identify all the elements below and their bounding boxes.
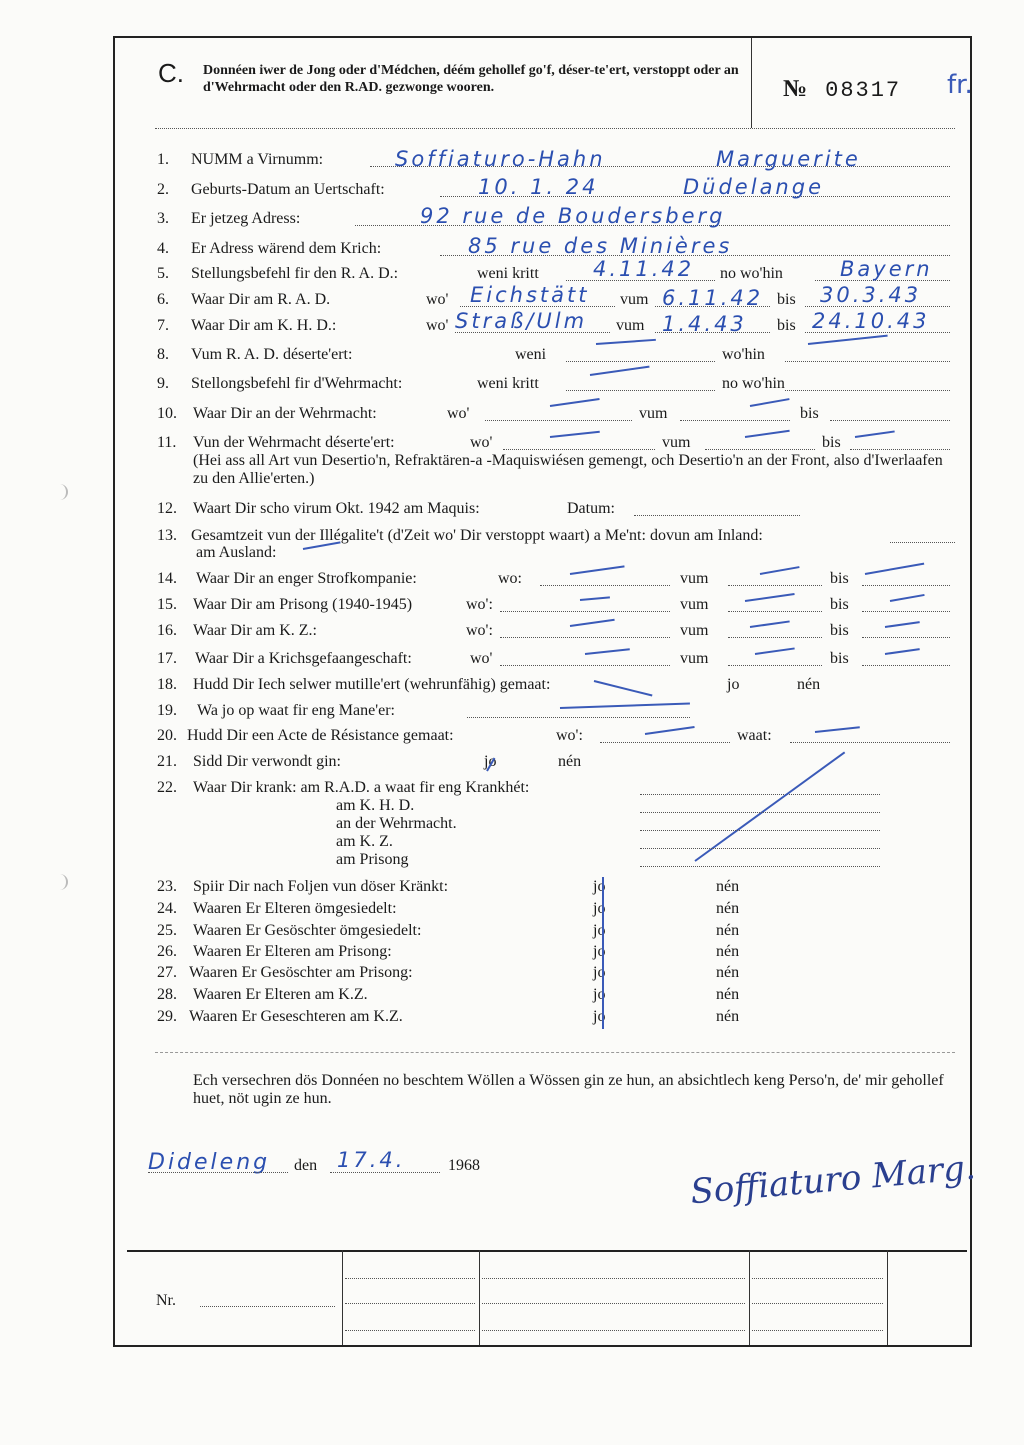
question-number: 20. [157,727,177,744]
field-label: nén [797,676,821,693]
field-label: nén [716,986,740,1003]
answer-line[interactable] [785,361,950,362]
question-label: Gesamtzeit vun der Illégalite't (d'Zeit wo' Dir verstoppt waart) a Me'nt: dovun am Inland: [191,527,763,544]
number-label: № [783,76,808,102]
answer-line[interactable] [500,665,670,666]
question-number: 9. [157,375,169,392]
field-label: vum [680,622,709,639]
field-label: bis [777,291,796,308]
question-number: 1. [157,151,169,168]
year-label: 1968 [448,1157,480,1174]
number-value: 08317 [825,78,902,103]
footer-col [887,1250,888,1345]
question-number: 19. [157,702,177,719]
field-label: wo'hin [722,346,765,363]
field-label: bis [822,434,841,451]
answer-line[interactable] [790,742,950,743]
field-label: vum [680,570,709,587]
field-label: nén [716,964,740,981]
header-rule [155,128,955,129]
field-label: wo' [470,434,493,451]
question-label: Waaren Er Elteren am K.Z. [193,986,368,1003]
answer-line[interactable] [500,637,670,638]
field-label: jo [593,1008,606,1025]
field-label: jo [593,922,606,939]
field-label: bis [777,317,796,334]
question-number: 23. [157,878,177,895]
footer-cell-line[interactable] [482,1330,745,1331]
footer-col [342,1250,343,1345]
handwritten-answer: 4.11.42 [593,257,695,281]
field-label: wo' [426,291,449,308]
question-number: 21. [157,753,177,770]
field-label: wo': [466,622,493,639]
field-label: weni [515,346,547,363]
field-label: no wo'hin [722,375,785,392]
question-number: 28. [157,986,177,1003]
answer-line[interactable] [890,542,955,543]
answer-line[interactable] [830,420,950,421]
question-number: 15. [157,596,177,613]
question-label: Waar Dir an enger Strofkompanie: [196,570,417,587]
handwritten-answer: 30.3.43 [820,283,922,307]
question-label: Waar Dir a Krichsgefaangeschaft: [195,650,412,667]
field-label: bis [830,622,849,639]
answer-line[interactable] [640,830,880,831]
answer-line[interactable] [566,390,715,391]
corner-mark: fr. [947,70,973,100]
question-label: Wa jo op waat fir eng Mane'er: [197,702,395,719]
question-label: Vun der Wehrmacht déserte'ert: [193,434,395,451]
answer-line[interactable] [728,637,822,638]
question-label: Waar Dir krank: am R.A.D. a waat fir eng Krankhét: [193,779,530,796]
field-label: no wo'hin [720,265,783,282]
answer-line[interactable] [862,585,950,586]
punch-hole [56,874,68,890]
footer-cell-line[interactable] [345,1278,475,1279]
answer-line[interactable] [640,866,880,867]
question-sublabel: am K. H. D. [336,797,415,814]
question-label: Waaren Er Gesöschter ömgesiedelt: [193,922,422,939]
field-label: bis [800,405,819,422]
section-title: Donnéen iwer de Jong oder d'Médchen, déém gehollef go'f, déser-te'ert, verstoppt oder an d'Wehrmacht oder den R.AD. gezwonge wooren. [203,63,739,95]
question-label: Hudd Dir een Acte de Résistance gemaat: [187,727,454,744]
question-number: 22. [157,779,177,796]
question-sublabel: an der Wehrmacht. [336,815,457,832]
field-label: bis [830,570,849,587]
tick-mark [602,921,604,943]
field-label: vum [620,291,649,308]
question-label: Waar Dir am K. H. D.: [191,317,337,334]
question-number: 17. [157,650,177,667]
handwritten-answer: Marguerite [716,147,861,171]
question-number: 13. [157,527,177,544]
declaration-rule [155,1052,955,1053]
question-number: 10. [157,405,177,422]
field-label: vum [680,596,709,613]
question-number: 26. [157,943,177,960]
answer-line[interactable] [600,742,730,743]
question-label: Waar Dir am Prisong (1940-1945) [193,596,413,613]
answer-line[interactable] [862,637,950,638]
answer-line[interactable] [503,449,655,450]
question-note: (Hei ass all Art vun Desertio'n, Refraktären-a -Maquiswiésen gemengt, och Desertio'n an der Front, also d'Iwerlaafen zu den Allie'erten.) [193,452,943,487]
field-label: jo [593,900,606,917]
question-number: 24. [157,900,177,917]
question-number: 29. [157,1008,177,1025]
question-number: 6. [157,291,169,308]
handwritten-answer: 6.11.42 [662,286,764,310]
tick-mark [602,942,604,964]
handwritten-answer: Bayern [840,257,933,281]
question-number: 3. [157,210,169,227]
answer-line[interactable] [850,449,950,450]
footer-col [479,1250,480,1345]
handwritten-answer: 92 rue de Boudersberg [420,204,726,228]
handwritten-answer: 10. 1. 24 [478,175,599,199]
field-label: weni kritt [477,375,539,392]
question-label: Waar Dir am R. A. D. [191,291,331,308]
field-label: nén [716,878,740,895]
answer-line[interactable] [862,611,950,612]
field-label: wo' [470,650,493,667]
answer-line[interactable] [728,611,822,612]
question-label: Waaren Er Gesöschter am Prisong: [189,964,413,981]
footer-cell-line[interactable] [752,1278,883,1279]
header-divider [751,38,752,128]
question-number: 25. [157,922,177,939]
footer-col [749,1250,750,1345]
field-label: jo [593,943,606,960]
field-label: nén [716,943,740,960]
punch-hole [56,484,68,500]
field-label: wo': [466,596,493,613]
answer-line[interactable] [728,585,822,586]
field-label: vum [662,434,691,451]
field-label: Datum: [567,500,615,517]
field-label: wo': [556,727,583,744]
answer-line[interactable] [640,812,880,813]
footer-cell-line[interactable] [752,1303,883,1304]
tick-mark [602,899,604,921]
question-sublabel: am K. Z. [336,833,393,850]
question-label: Stellungsbefehl fir den R. A. D.: [191,265,399,282]
question-number: 27. [157,964,177,981]
handwritten-answer: Straß/Ulm [455,309,588,333]
question-sublabel: am Prisong [336,851,409,868]
answer-line[interactable] [728,665,822,666]
footer-cell-line[interactable] [752,1330,883,1331]
handwritten-answer: Düdelange [683,175,824,199]
field-label: jo [484,753,497,770]
place-handwritten: Dideleng [148,1150,271,1175]
question-number: 14. [157,570,177,587]
answer-line[interactable] [566,361,715,362]
footer-cell-line[interactable] [345,1330,475,1331]
question-number: 7. [157,317,169,334]
declaration-text: Ech versechren dös Donnéen no beschtem Wöllen a Wössen gin ze hun, an absichtlech keng Perso'n, de' mir gehollef huet, nöt ugin ze hun. [193,1072,944,1107]
question-number: 8. [157,346,169,363]
question-label: Er jetzeg Adress: [191,210,301,227]
field-label: vum [616,317,645,334]
handwritten-answer: 1.4.43 [662,312,747,336]
field-label: vum [639,405,668,422]
question-label: Geburts-Datum an Uertschaft: [191,181,385,198]
field-label: wo: [498,570,522,587]
field-label: waat: [737,727,772,744]
answer-line[interactable] [467,717,690,718]
question-label: Waaren Er Geseschteren am K.Z. [189,1008,403,1025]
field-label: wo' [447,405,470,422]
nr-label: Nr. [156,1292,176,1309]
answer-line[interactable] [785,390,950,391]
field-label: bis [830,596,849,613]
question-label: Waaren Er Elteren am Prisong: [193,943,392,960]
tick-mark [602,963,604,985]
field-label: nén [558,753,582,770]
question-label: Waaren Er Elteren ömgesiedelt: [193,900,397,917]
answer-line[interactable] [485,420,632,421]
field-label: jo [593,964,606,981]
question-label: Hudd Dir Iech selwer mutille'ert (wehrunfähig) gemaat: [193,676,551,693]
handwritten-answer: Soffiaturo-Hahn [395,147,606,171]
den-label: den [294,1157,318,1174]
question-label: Er Adress wärend dem Krich: [191,240,382,257]
question-label: Vum R. A. D. déserte'ert: [191,346,353,363]
question-number: 18. [157,676,177,693]
question-number: 11. [157,434,177,451]
footer-cell-line[interactable] [345,1303,475,1304]
field-label: jo [593,878,606,895]
question-number: 2. [157,181,169,198]
question-number: 16. [157,622,177,639]
field-label: weni kritt [477,265,539,282]
question-number: 4. [157,240,169,257]
signature: Soffiaturo Marg. [688,1147,978,1213]
question-label: Sidd Dir verwondt gin: [193,753,341,770]
field-label: vum [680,650,709,667]
field-label: nén [716,1008,740,1025]
form-number [783,76,901,103]
field-label: nén [716,900,740,917]
footer-bottom-rule [113,1345,970,1347]
question-label: NUMM a Virnumm: [191,151,324,168]
field-label: wo' [426,317,449,334]
answer-line[interactable] [640,794,880,795]
answer-line[interactable] [540,585,670,586]
question-number: 12. [157,500,177,517]
tick-mark [602,877,604,899]
question-label: Waar Dir an der Wehrmacht: [193,405,377,422]
tick-mark [602,985,604,1007]
footer-cell-line[interactable] [482,1303,745,1304]
question-sublabel: am Ausland: [196,544,277,561]
tick-mark [602,1007,604,1029]
handwritten-answer: 85 rue des Minières [468,234,733,258]
answer-line[interactable] [862,665,950,666]
answer-line[interactable] [705,449,815,450]
field-label: bis [830,650,849,667]
nr-line [200,1306,335,1307]
answer-line[interactable] [634,515,800,516]
answer-line[interactable] [500,611,670,612]
date-handwritten: 17.4. [337,1148,406,1172]
footer-cell-line[interactable] [482,1278,745,1279]
field-label: jo [593,986,606,1003]
place-line [148,1172,288,1173]
question-label: Spiir Dir nach Foljen vun döser Kränkt: [193,878,449,895]
question-label: Stellongsbefehl fir d'Wehrmacht: [191,375,403,392]
handwritten-answer: Eichstätt [470,283,590,307]
date-line [330,1172,440,1173]
question-label: Waart Dir scho virum Okt. 1942 am Maquis: [193,500,480,517]
handwritten-answer: 24.10.43 [812,309,930,333]
footer-top-rule [127,1250,967,1252]
field-label: nén [716,922,740,939]
section-letter: C. [158,58,184,88]
field-label: jo [727,676,740,693]
question-number: 5. [157,265,169,282]
answer-line[interactable] [680,420,790,421]
question-label: Waar Dir am K. Z.: [193,622,317,639]
answer-line[interactable] [640,848,880,849]
